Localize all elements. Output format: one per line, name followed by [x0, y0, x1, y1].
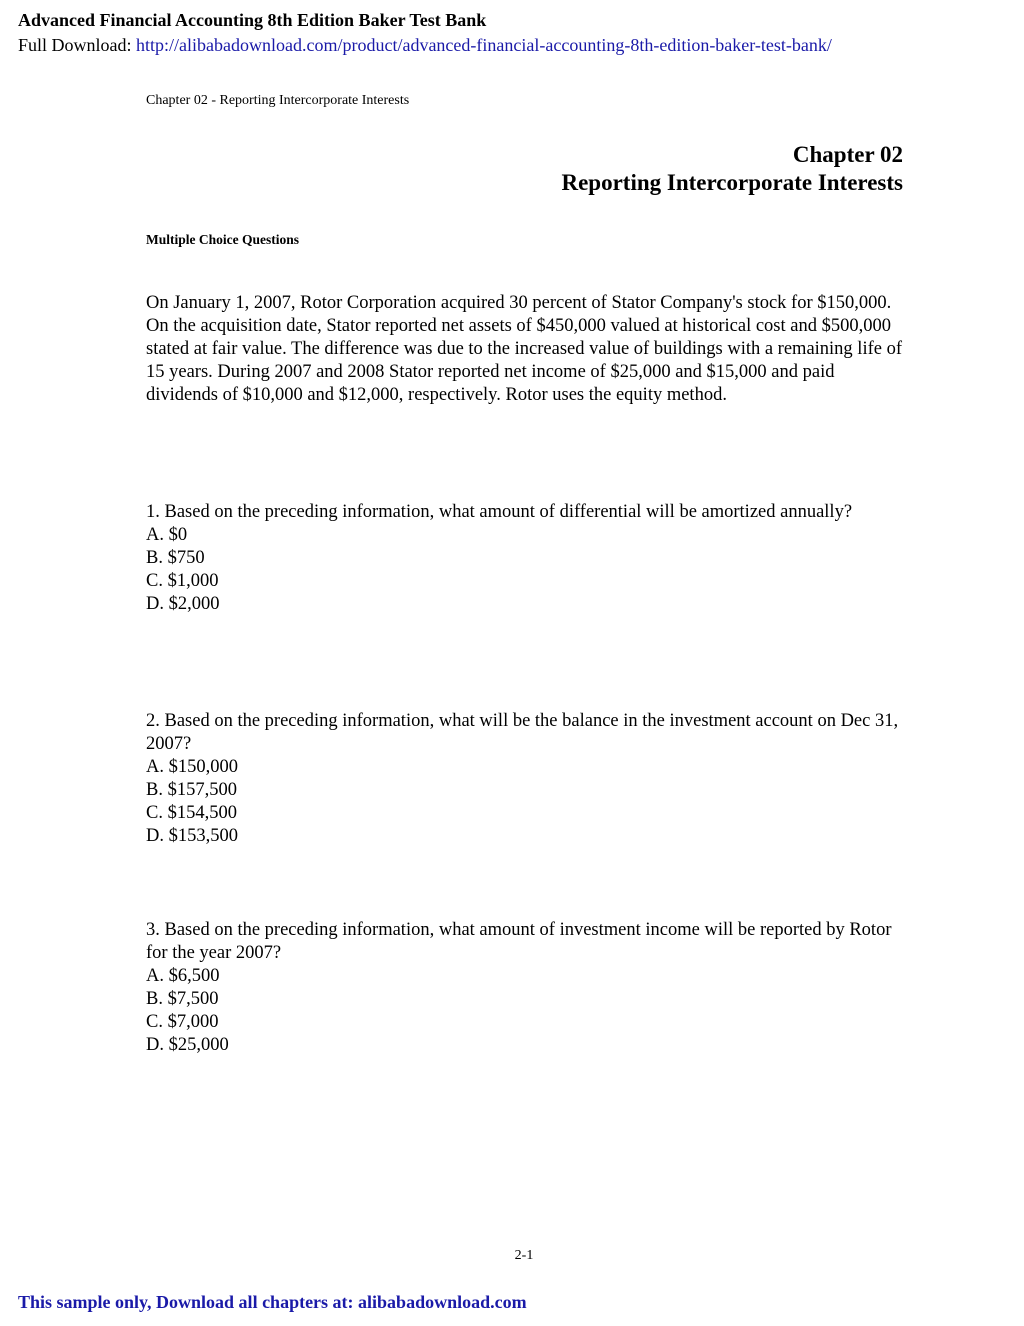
download-line: [18, 33, 832, 57]
question-2: [146, 710, 908, 848]
question-2-text: 2. Based on the preceding information, what will be the balance in the investment account on Dec 31, 2007?: [146, 711, 899, 754]
page-number: 2-1: [514, 1248, 534, 1263]
scenario-paragraph: On January 1, 2007, Rotor Corporation acquired 30 percent of Stator Company's stock for $150,000. On the acquisition date, Stator reported net assets of $450,000 valued at historical cost and $500,000 stated at fair value. The difference was due to the increased value of buildings with a remaining life of 15 years. During 2007 and 2008 Stator reported net income of $25,000 and $15,000 and paid dividends of $10,000 and $12,000, respectively. Rotor uses the equity method.: [146, 293, 902, 405]
question-1-text: 1. Based on the preceding information, what amount of differential will be amortized annually?: [146, 502, 853, 522]
chapter-title: Reporting Intercorporate Interests: [561, 170, 903, 195]
download-prefix: Full Download:: [18, 35, 137, 55]
running-header: Chapter 02 - Reporting Intercorporate Interests: [146, 93, 410, 108]
download-link[interactable]: http://alibabadownload.com/product/advanced-financial-accounting-8th-edition-baker-test-bank/: [136, 35, 832, 55]
footer-note: This sample only, Download all chapters at: alibabadownload.com: [18, 1292, 527, 1312]
question-2-choice-c: C. $154,500: [146, 803, 237, 823]
question-3-choice-c: C. $7,000: [146, 1012, 219, 1032]
question-2-choice-b: B. $157,500: [146, 780, 237, 800]
question-1-choice-a: A. $0: [146, 525, 188, 545]
question-3: [146, 919, 908, 1057]
question-3-text: 3. Based on the preceding information, what amount of investment income will be reported by Rotor for the year 2007?: [146, 920, 892, 963]
question-1-choice-b: B. $750: [146, 548, 205, 568]
question-3-choice-d: D. $25,000: [146, 1035, 229, 1055]
chapter-heading: [561, 141, 903, 197]
question-3-choice-a: A. $6,500: [146, 966, 220, 986]
chapter-number: Chapter 02: [792, 142, 903, 167]
section-label: Multiple Choice Questions: [146, 232, 300, 247]
question-1: [146, 501, 908, 616]
question-2-choice-d: D. $153,500: [146, 826, 238, 846]
question-1-choice-c: C. $1,000: [146, 571, 219, 591]
question-3-choice-b: B. $7,500: [146, 989, 219, 1009]
question-2-choice-a: A. $150,000: [146, 757, 238, 777]
document-title: Advanced Financial Accounting 8th Edition Baker Test Bank: [18, 10, 487, 30]
question-1-choice-d: D. $2,000: [146, 594, 220, 614]
